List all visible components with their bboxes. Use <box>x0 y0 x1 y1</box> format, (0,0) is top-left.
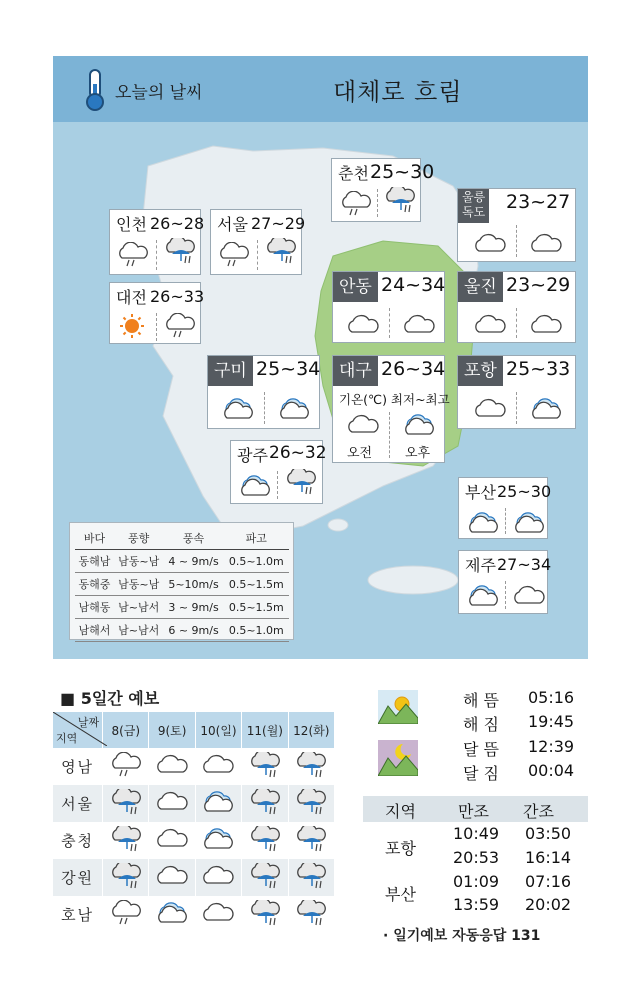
tide-header: 만조 <box>458 802 489 821</box>
partly-cloudy-icon <box>276 396 312 426</box>
partly-cloudy-icon <box>220 396 256 426</box>
cloud-heavy-rain-icon <box>293 837 329 856</box>
city-temp: 26~33 <box>150 287 205 306</box>
tide-high-time: 20:53 <box>453 848 500 867</box>
sea-cell: 0.5~1.5m <box>224 596 289 619</box>
thermometer-icon <box>81 68 109 112</box>
city-temp: 25~30 <box>370 161 435 183</box>
city-card-daegu <box>332 355 450 463</box>
table-row <box>75 550 289 573</box>
cloud-icon <box>154 837 190 856</box>
cloud-icon <box>345 312 381 342</box>
city-tag: 구미 <box>208 356 253 386</box>
cloud-heavy-rain-icon <box>162 238 198 268</box>
sea-header: 파고 <box>224 527 289 550</box>
city-name: 서울 <box>217 215 248 234</box>
partly-cloudy-icon <box>154 911 190 930</box>
tide-high-time: 10:49 <box>453 824 500 843</box>
city-name: 대전 <box>116 288 147 307</box>
cloud-heavy-rain-icon <box>247 837 283 856</box>
city-temp: 23~29 <box>506 274 571 296</box>
cloud-rain-icon <box>216 242 252 272</box>
tide-low-time: 03:50 <box>525 824 572 843</box>
partly-cloudy-icon <box>511 510 547 540</box>
weather-summary: 대체로 흐림 <box>333 78 463 106</box>
city-card-gumi <box>207 355 320 429</box>
city-card-pohang <box>457 355 576 429</box>
moonrise-icon <box>378 740 418 776</box>
cloud-rain-icon <box>108 763 144 782</box>
moonrise-time: 12:39 <box>528 737 575 756</box>
sunrise-time: 05:16 <box>528 688 575 707</box>
auto-response-note: · 일기예보 자동응답 131 <box>383 928 541 944</box>
city-name: 춘천 <box>338 164 369 183</box>
partly-cloudy-icon <box>528 396 564 426</box>
five-day-forecast-table <box>53 712 335 933</box>
city-temp: 23~27 <box>506 191 571 213</box>
sea-cell: 동해남 <box>75 550 114 573</box>
table-row <box>75 573 289 596</box>
sea-cell: 남~남서 <box>114 596 164 619</box>
city-temp: 27~34 <box>497 555 552 574</box>
day-header: 12(화) <box>288 712 334 748</box>
cloud-heavy-rain-icon <box>247 874 283 893</box>
table-row <box>75 619 289 642</box>
cloud-heavy-rain-icon <box>293 874 329 893</box>
city-temp: 24~34 <box>381 274 446 296</box>
sunrise-icon <box>378 690 418 724</box>
partly-cloudy-icon <box>401 412 437 442</box>
city-card-gwangju <box>230 440 327 504</box>
tide-low-time: 20:02 <box>525 895 572 914</box>
sea-cell: 동해중 <box>75 573 114 596</box>
cloud-heavy-rain-icon <box>293 800 329 819</box>
moonset-time: 00:04 <box>528 761 575 780</box>
sunrise-label: 해 뜸 <box>463 691 499 710</box>
corner-cell <box>53 712 103 748</box>
pm-label: 오후 <box>405 446 431 461</box>
cloud-icon <box>200 763 236 782</box>
region-name: 강원 <box>53 859 103 896</box>
sea-header: 풍향 <box>114 527 164 550</box>
city-card-uljin <box>457 271 576 343</box>
cloud-rain-icon <box>338 191 374 221</box>
sea-cell: 3 ~ 9m/s <box>163 596 223 619</box>
sun-icon <box>118 313 154 343</box>
city-temp: 26~34 <box>381 358 446 380</box>
sea-cell: 0.5~1.5m <box>224 573 289 596</box>
moonset-label: 달 짐 <box>463 764 499 783</box>
city-card-andong <box>332 271 445 343</box>
cloud-icon <box>200 911 236 930</box>
sunset-time: 19:45 <box>528 712 575 731</box>
partly-cloudy-icon <box>200 837 236 856</box>
cloud-icon <box>200 874 236 893</box>
city-card-busan <box>458 477 552 539</box>
sea-cell: 남해동 <box>75 596 114 619</box>
sea-cell: 0.5~1.0m <box>224 550 289 573</box>
table-row <box>75 596 289 619</box>
moonrise-label: 달 뜸 <box>463 740 499 759</box>
city-name: 부산 <box>465 483 496 502</box>
sea-conditions-table <box>69 522 294 640</box>
city-card-jeju <box>458 550 552 614</box>
tide-table <box>363 796 588 916</box>
header-title: 오늘의 날씨 <box>115 83 203 103</box>
cloud-icon <box>345 412 381 442</box>
cloud-heavy-rain-icon <box>247 763 283 782</box>
city-tag: 안동 <box>333 272 378 302</box>
region-name: 호남 <box>53 896 103 933</box>
cloud-icon <box>154 800 190 819</box>
cloud-icon <box>401 312 437 342</box>
cloud-heavy-rain-icon <box>108 837 144 856</box>
city-card-ulleung <box>457 188 576 262</box>
region-name: 충청 <box>53 822 103 859</box>
cloud-heavy-rain-icon <box>108 800 144 819</box>
partly-cloudy-icon <box>200 800 236 819</box>
sea-header: 풍속 <box>163 527 223 550</box>
cloud-icon <box>472 231 508 261</box>
day-header: 8(금) <box>103 712 149 748</box>
table-row <box>53 822 335 859</box>
cloud-rain-icon <box>162 313 198 343</box>
tide-high-time: 13:59 <box>453 895 500 914</box>
city-name: 인천 <box>116 215 147 234</box>
city-tag: 대구 <box>333 356 378 386</box>
city-name: 제주 <box>465 556 496 575</box>
forecast-title: ■ 5일간 예보 <box>60 689 160 708</box>
cloud-icon <box>472 396 508 426</box>
cloud-icon <box>154 763 190 782</box>
city-card-chuncheon <box>331 158 435 222</box>
day-header: 10(일) <box>195 712 241 748</box>
sea-cell: 4 ~ 9m/s <box>163 550 223 573</box>
city-tag: 포항 <box>458 356 503 386</box>
tide-low-time: 16:14 <box>525 848 572 867</box>
partly-cloudy-icon <box>465 510 501 540</box>
cloud-icon <box>528 312 564 342</box>
sea-cell: 남동~남 <box>114 573 164 596</box>
city-temp: 27~29 <box>251 214 306 233</box>
city-card-daejeon <box>109 282 205 344</box>
corner-region-label: 지역 <box>56 732 78 745</box>
cloud-icon <box>511 583 547 613</box>
sea-cell: 0.5~1.0m <box>224 619 289 642</box>
cloud-heavy-rain-icon <box>283 469 319 499</box>
cloud-heavy-rain-icon <box>293 911 329 930</box>
region-name: 서울 <box>53 785 103 822</box>
city-card-seoul <box>210 209 306 275</box>
city-tag: 울릉 독도 <box>458 189 489 223</box>
sea-cell: 남동~남 <box>114 550 164 573</box>
city-name: 광주 <box>237 446 268 465</box>
partly-cloudy-icon <box>237 473 273 503</box>
header-bar <box>53 56 588 122</box>
tide-high-time: 01:09 <box>453 872 500 891</box>
cloud-heavy-rain-icon <box>247 911 283 930</box>
cloud-icon <box>154 874 190 893</box>
city-temp: 26~28 <box>150 214 205 233</box>
sea-cell: 6 ~ 9m/s <box>163 619 223 642</box>
city-temp: 25~30 <box>497 482 552 501</box>
region-name: 영남 <box>53 748 103 785</box>
table-row <box>53 748 335 785</box>
tide-header: 지역 <box>385 802 416 821</box>
day-header: 11(월) <box>242 712 288 748</box>
sea-cell: 남~남서 <box>114 619 164 642</box>
city-temp: 26~32 <box>269 443 327 463</box>
city-temp: 25~33 <box>506 358 571 380</box>
cloud-heavy-rain-icon <box>382 187 418 217</box>
cloud-rain-icon <box>108 911 144 930</box>
city-card-incheon <box>109 209 205 275</box>
table-row <box>53 896 335 933</box>
table-row <box>53 859 335 896</box>
sea-cell: 5~10m/s <box>163 573 223 596</box>
tide-header: 간조 <box>523 802 554 821</box>
tide-low-time: 07:16 <box>525 872 572 891</box>
cloud-icon <box>472 312 508 342</box>
cloud-heavy-rain-icon <box>263 238 299 268</box>
sea-header: 바다 <box>75 527 114 550</box>
cloud-heavy-rain-icon <box>108 874 144 893</box>
tide-region: 포항 <box>385 839 416 858</box>
tide-region: 부산 <box>385 885 416 904</box>
sea-cell: 남해서 <box>75 619 114 642</box>
cloud-heavy-rain-icon <box>293 763 329 782</box>
partly-cloudy-icon <box>465 583 501 613</box>
city-temp: 25~34 <box>256 358 321 380</box>
day-header: 9(토) <box>149 712 195 748</box>
sunset-label: 해 짐 <box>463 715 499 734</box>
cloud-heavy-rain-icon <box>247 800 283 819</box>
cloud-icon <box>528 231 564 261</box>
am-label: 오전 <box>347 446 373 461</box>
cloud-rain-icon <box>115 242 151 272</box>
corner-date-label: 날짜 <box>77 716 100 729</box>
table-row <box>53 785 335 822</box>
city-tag: 울진 <box>458 272 503 302</box>
temp-legend: 기온(℃) 최저~최고 <box>339 392 450 407</box>
